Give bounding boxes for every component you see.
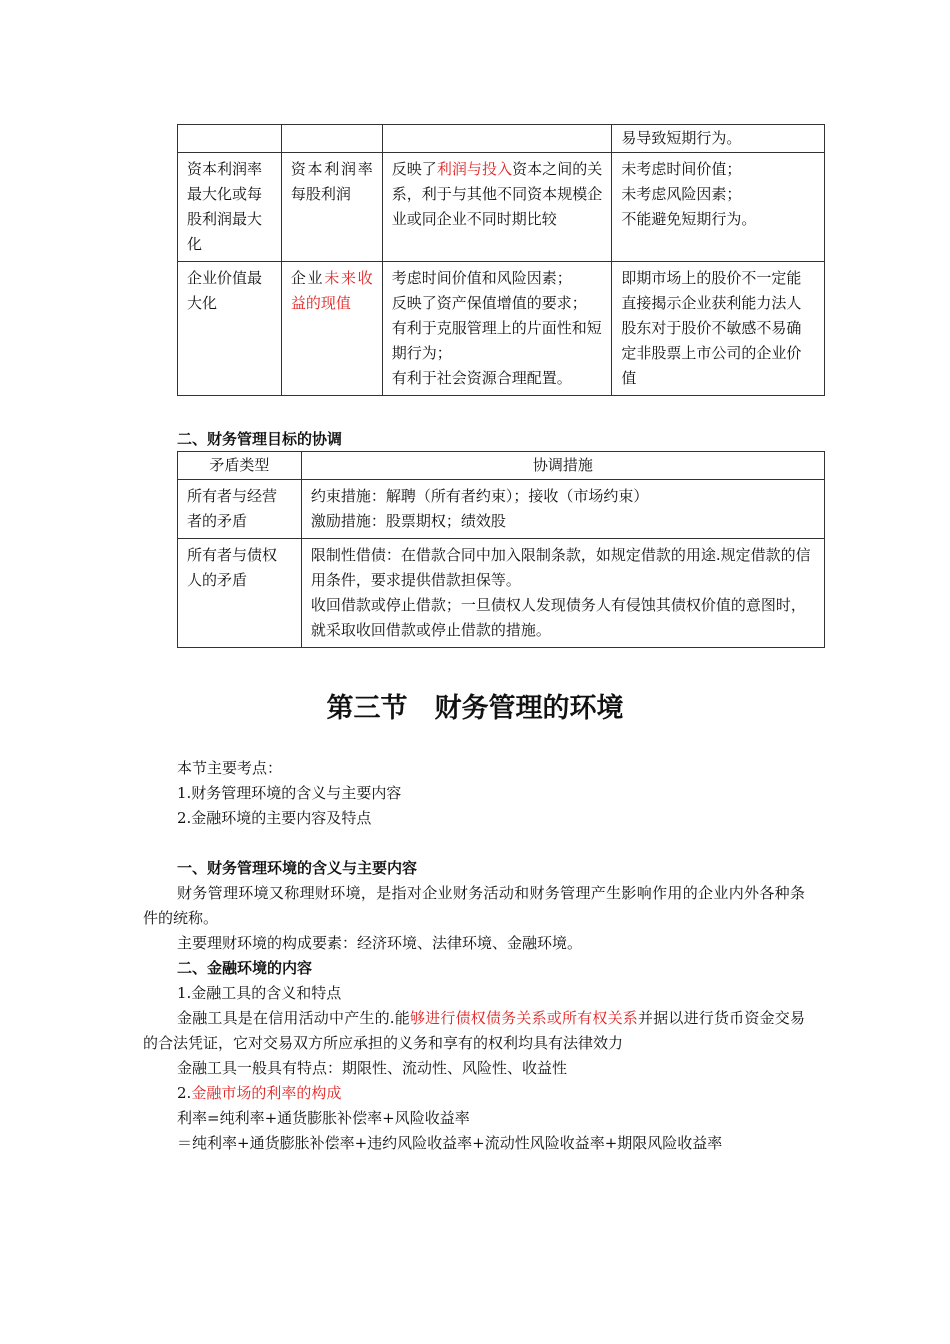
table-row bbox=[178, 125, 825, 153]
table-cell: 限制性借债：在借款合同中加入限制条款，如规定借款的用途.规定借款的信用条件，要求提供借款担保等。 收回借款或停止借款；一旦债权人发现债务人有侵蚀其债权价值的意图时，就采取收回借款或停止借款的措施。 bbox=[301, 539, 824, 648]
table-cell: 资本利润率每股利润 bbox=[281, 153, 382, 262]
formula: ＝纯利率+通货膨胀补偿率+违约风险收益率+流动性风险收益率+期限风险收益率 bbox=[177, 1134, 723, 1152]
column-header: 协调措施 bbox=[301, 452, 824, 480]
subheading: 2.金融市场的利率的构成 bbox=[177, 1084, 342, 1102]
formula: 利率=纯利率+通货膨胀补偿率+风险收益率 bbox=[177, 1109, 470, 1127]
table-row bbox=[178, 539, 825, 648]
key-points-heading: 本节主要考点： bbox=[177, 759, 283, 777]
goals-table bbox=[177, 124, 825, 396]
table-row bbox=[178, 480, 825, 539]
table-row bbox=[178, 262, 825, 396]
section-heading: 一、财务管理环境的含义与主要内容 bbox=[177, 859, 418, 877]
table-cell: 企业价值最大化 bbox=[178, 262, 282, 396]
section-heading: 二、金融环境的内容 bbox=[177, 959, 313, 977]
table-cell: 反映了利润与投入资本之间的关系，利于与其他不同资本规模企业或同企业不同时期比较 bbox=[382, 153, 612, 262]
table-cell: 考虑时间价值和风险因素； 反映了资产保值增值的要求； 有利于克服管理上的片面性和短期行为； 有利于社会资源合理配置。 bbox=[382, 262, 612, 396]
table-cell: 所有者与债权人的矛盾 bbox=[178, 539, 302, 648]
subheading: 1.金融工具的含义和特点 bbox=[177, 984, 342, 1002]
list-item: 1.财务管理环境的含义与主要内容 bbox=[177, 784, 402, 802]
table-cell: 资本利润率最大化或每股利润最大化 bbox=[178, 153, 282, 262]
table-header-row bbox=[178, 452, 825, 480]
page-title: 第三节 财务管理的环境 bbox=[326, 693, 624, 724]
table-row bbox=[178, 153, 825, 262]
coordination-table bbox=[177, 451, 825, 648]
table-cell: 企业未来收益的现值 bbox=[281, 262, 382, 396]
section-heading: 二、财务管理目标的协调 bbox=[177, 430, 343, 448]
paragraph: 财务管理环境又称理财环境，是指对企业财务活动和财务管理产生影响作用的企业内外各种条件的统称。 bbox=[143, 884, 805, 927]
table-cell: 所有者与经营者的矛盾 bbox=[178, 480, 302, 539]
table-cell: 约束措施：解聘（所有者约束）；接收（市场约束） 激励措施：股票期权；绩效股 bbox=[301, 480, 824, 539]
list-item: 2.金融环境的主要内容及特点 bbox=[177, 809, 372, 827]
table-cell: 即期市场上的股价不一定能直接揭示企业获利能力法人股东对于股价不敏感不易确定非股票上市公司的企业价值 bbox=[612, 262, 825, 396]
paragraph: 金融工具一般具有特点：期限性、流动性、风险性、收益性 bbox=[177, 1059, 568, 1077]
column-header: 矛盾类型 bbox=[178, 452, 302, 480]
table-cell: 易导致短期行为。 bbox=[612, 125, 825, 153]
table-cell: 未考虑时间价值； 未考虑风险因素； 不能避免短期行为。 bbox=[612, 153, 825, 262]
paragraph: 金融工具是在信用活动中产生的.能够进行债权债务关系或所有权关系并据以进行货币资金交易的合法凭证，它对交易双方所应承担的义务和享有的权利均具有法律效力 bbox=[143, 1009, 805, 1052]
paragraph: 主要理财环境的构成要素：经济环境、法律环境、金融环境。 bbox=[177, 934, 583, 952]
